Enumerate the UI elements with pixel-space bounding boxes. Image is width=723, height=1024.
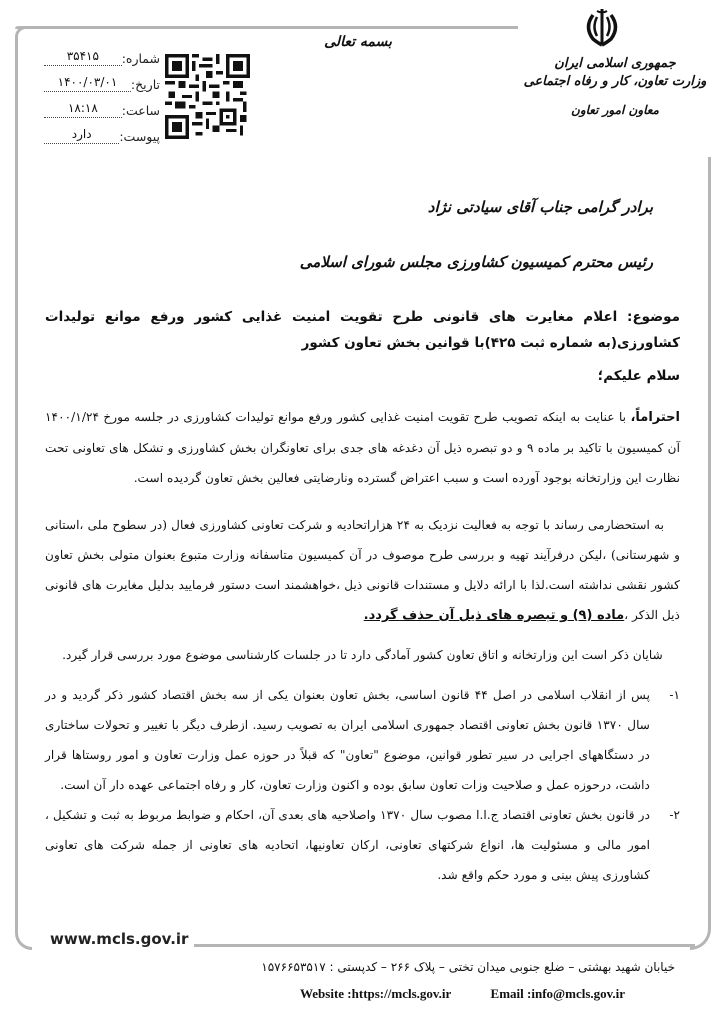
list-item: [45, 680, 680, 800]
meta-attachment: [40, 118, 160, 144]
footer-links: [300, 986, 661, 1002]
meta-label: تاریخ:: [130, 77, 160, 92]
department-name: معاون امور تعاون: [571, 103, 659, 117]
paragraph-1: [45, 402, 680, 493]
meta-date: [40, 66, 160, 92]
government-name: جمهوری اسلامی ایران: [554, 56, 676, 71]
meta-label: پیوست:: [119, 129, 160, 144]
iran-emblem-icon: [580, 5, 624, 49]
paragraph-3: شایان ذکر است این وزارتخانه و اتاق تعاون کشور آمادگی دارد تا در جلسات کارشناسی موضوع مورد بررسی قرار گیرد.: [62, 648, 663, 662]
bismillah-heading: بسمه تعالی: [324, 34, 392, 50]
meta-value: ۱۴۰۰/۰۳/۰۱: [44, 75, 131, 92]
list-number: ۱-: [669, 688, 680, 702]
meta-number: [40, 40, 160, 66]
numbered-list: [45, 680, 680, 890]
qr-code-icon: [165, 54, 250, 139]
footer-email-link[interactable]: Email :info@mcls.gov.ir: [490, 986, 626, 1001]
ministry-name: وزارت تعاون، کار و رفاه اجتماعی: [523, 74, 707, 89]
paragraph-lead: احتراماً،: [630, 410, 680, 425]
list-text: در قانون بخش تعاونی اقتصاد ج.ا.ا مصوب سال ۱۳۷۰ واصلاحیه های بعدی آن، احکام و ضوابط مربوط به ثبت و تشکیل ، امور مالی و مسئولیت ها، انواع شرکتهای تعاونی، ارکان تعاونیها، اتحادیه های تعاونی از جمله شرکت های تعاونی کشاورزی پیش بینی و مورد حکم واقع شد.: [45, 808, 650, 882]
list-text: پس از انقلاب اسلامی در اصل ۴۴ قانون اساسی، بخش تعاون بعنوان یکی از سه بخش اقتصاد کشور ذکر گردید و در سال ۱۳۷۰ قانون بخش تعاونی اقتصاد جمهوری اسلامی ایران به تصویب رسید. ازطرف دیگر با تغییر و تحولات ساختاری در دستگاههای اجرایی در سیر تطور قوانین، موضوع "تعاون" که قبلاً در حوزه عمل وزارت تعاون و امور روستاها قرار داشت، درحوزه عمل و صلاحیت وزات تعاون سابق بوده و اکنون وزارت تعاون، کار و رفاه اجتماعی عهده دار آن است.: [45, 688, 650, 792]
list-number: ۲-: [669, 808, 680, 822]
frame-border-right: [690, 157, 711, 950]
list-item: [45, 800, 680, 890]
meta-value: ۳۵۴۱۵: [44, 49, 122, 66]
paragraph-text: با عنایت به اینکه تصویب طرح تقویت امنیت غذایی کشور ورفع موانع تولیدات کشاورزی در جلسه مورخ ۱۴۰۰/۱/۲۴ آن کمیسیون با تاکید بر ماده ۹ و دو تبصره ذیل آن دغدغه های جدی برای تعاونگران بخش کشاورزی و تشکل های تعاونی تحت نظارت این وزارتخانه بوجود آورده است و سبب اعتراض گسترده ونارضایتی فعالین بخش تعاون گردیده است.: [45, 410, 680, 485]
meta-value: دارد: [44, 127, 119, 144]
letter-greeting: سلام علیکم؛: [597, 368, 680, 384]
letter-subject: موضوع: اعلام مغایرت های قانونی طرح تقویت امنیت غذایی کشور ورفع موانع تولیدات کشاورزی(به شماره ثبت ۴۲۵)با قوانین بخش تعاون کشور: [45, 309, 680, 351]
frame-border-bottom: [125, 944, 695, 947]
letter-meta: [40, 40, 160, 144]
frame-border-left: [15, 26, 32, 950]
paragraph-text: به استحضارمی رساند با توجه به فعالیت نزدیک به ۲۴ هزاراتحادیه و شرکت تعاونی کشاورزی فعال (در سطوح ملی ،استانی و شهرستانی) ،لیکن درفرآیند تهیه و بررسی طرح موصوف در آن کمیسیون متاسفانه وزارت متبوع بعنوان متولی بخش تعاون کشور نقشی نداشته است.لذا با ارائه دلایل و مستندات قانونی ذیل ،خواهشمند است دستور فرمایید بدلیل مغایرت های قانونی ذیل الذکر ،: [45, 518, 680, 622]
meta-time: [40, 92, 160, 118]
meta-label: شماره:: [121, 51, 160, 66]
meta-label: ساعت:: [121, 103, 160, 118]
footer-address: خیابان شهید بهشتی – ضلع جنوبی میدان تختی – پلاک ۲۶۶ – کدپستی : ۱۵۷۶۶۵۳۵۱۷: [261, 960, 675, 974]
addressee-title: رئیس محترم کمیسیون کشاورزی مجلس شورای اسلامی: [299, 253, 653, 271]
footer-website-link[interactable]: Website :https://mcls.gov.ir: [300, 986, 452, 1001]
frame-website-label[interactable]: www.mcls.gov.ir: [44, 930, 194, 948]
ministry-letterhead: [520, 55, 710, 119]
addressee-name: برادر گرامی جناب آقای سیادتی نژاد: [427, 198, 653, 216]
paragraph-emphasis: ماده (۹) و تبصره های ذیل آن حذف گردد.: [363, 608, 625, 623]
frame-border-top: [15, 26, 518, 29]
meta-value: ۱۸:۱۸: [44, 101, 122, 118]
paragraph-2: [45, 510, 680, 631]
